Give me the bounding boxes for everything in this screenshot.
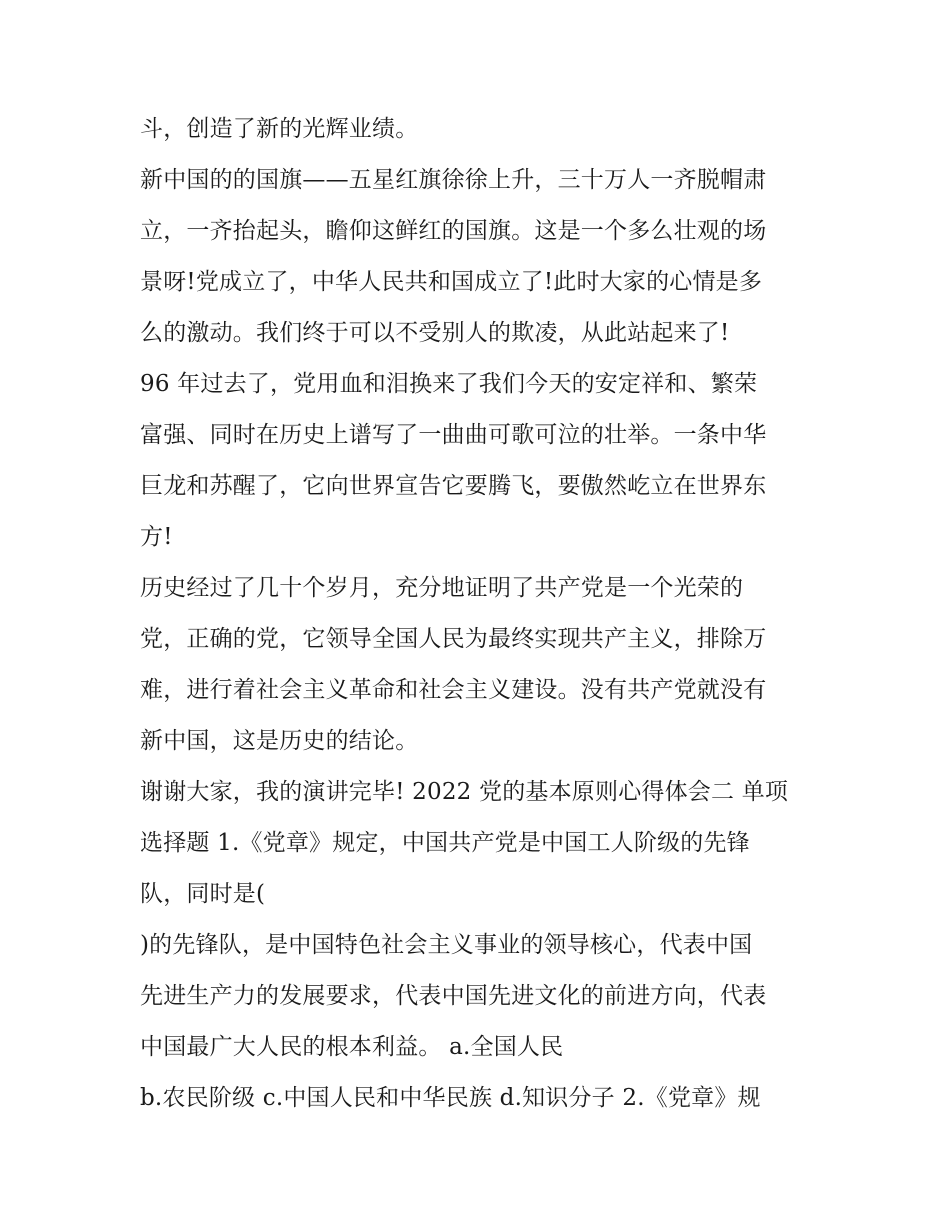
text-line: 方! (140, 524, 173, 550)
text-line: 队，同时是( (140, 881, 266, 907)
text-line: b.农民阶级 c.中国人民和中华民族 d.知识分子 2.《党章》规 (140, 1085, 761, 1111)
text-line: 新中国的的国旗——五星红旗徐徐上升，三十万人一齐脱帽肃 (140, 167, 767, 193)
text-line: )的先锋队，是中国特色社会主义事业的领导核心，代表中国 (140, 932, 753, 958)
text-line: 先进生产力的发展要求，代表中国先进文化的前进方向，代表 (140, 983, 767, 1009)
text-line: 么的激动。我们终于可以不受别人的欺凌，从此站起来了! (140, 320, 730, 346)
text-line: 斗，创造了新的光辉业绩。 (140, 116, 419, 142)
text-line: 96 年过去了，党用血和泪换来了我们今天的安定祥和、繁荣 (140, 371, 758, 397)
text-line: 立，一齐抬起头，瞻仰这鲜红的国旗。这是一个多么壮观的场 (140, 218, 767, 244)
text-line: 景呀!党成立了，中华人民共和国成立了!此时大家的心情是多 (140, 269, 763, 295)
text-line: 选择题 1.《党章》规定，中国共产党是中国工人阶级的先锋 (140, 830, 750, 856)
text-line: 党，正确的党，它领导全国人民为最终实现共产主义，排除万 (140, 626, 767, 652)
text-line: 难，进行着社会主义革命和社会主义建设。没有共产党就没有 (140, 677, 767, 703)
text-line: 历史经过了几十个岁月，充分地证明了共产党是一个光荣的 (140, 575, 744, 601)
text-line: 富强、同时在历史上谱写了一曲曲可歌可泣的壮举。一条中华 (140, 422, 767, 448)
text-line: 中国最广大人民的根本利益。 a.全国人民 (140, 1034, 564, 1060)
text-line: 巨龙和苏醒了，它向世界宣告它要腾飞，要傲然屹立在世界东 (140, 473, 767, 499)
body-text (140, 104, 820, 1124)
text-line: 谢谢大家，我的演讲完毕! 2022 党的基本原则心得体会二 单项 (140, 779, 789, 805)
text-line: 新中国，这是历史的结论。 (140, 728, 419, 754)
